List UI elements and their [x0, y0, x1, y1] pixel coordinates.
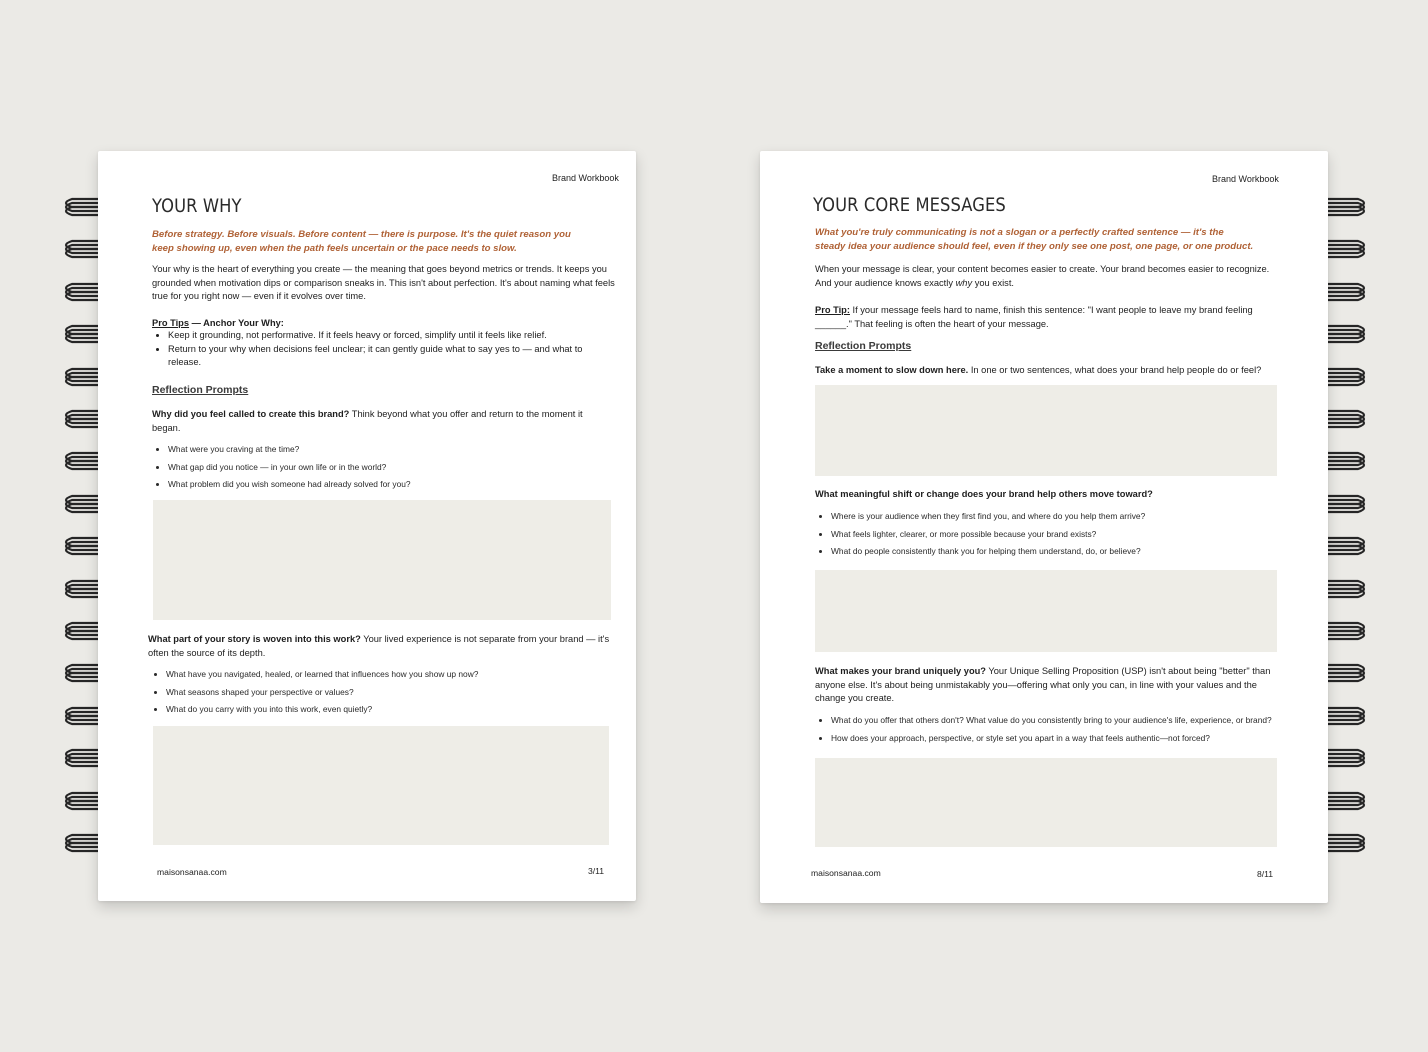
body-text: Your why is the heart of everything you create — the meaning that goes beyond metrics or trends. It keeps you grounded when motivation dips or comparison sneaks in. This isn't about perfection. It's about naming what feels true for you right now — even if it evolves over time. [152, 264, 615, 301]
list-item: • What problem did you wish someone had already solved for you? [168, 476, 628, 494]
answer-box-1[interactable] [815, 385, 1277, 476]
footer-page-number: 8/11 [1257, 869, 1274, 879]
body-text [815, 263, 1285, 290]
list-item: • What do you carry with you into this work, even quietly? [166, 701, 626, 719]
list-item: • What gap did you notice — in your own life or in the world? [168, 459, 628, 477]
header-brand: Brand Workbook [1212, 174, 1279, 184]
footer-site: maisonsanaa.com [811, 868, 881, 878]
list-item: • How does your approach, perspective, or style set you apart in a way that feels authentic—not forced? [831, 730, 1321, 748]
body-text-part-1: When your message is clear, your content becomes easier to create. Your brand becomes easier to recognize. And your audience knows exactly [815, 264, 1270, 288]
question-2 [148, 633, 613, 660]
section-heading: Reflection Prompts [815, 340, 912, 352]
list-item: • What do you offer that others don't? What value do you consistently bring to your audience's life, experience, or brand? [831, 712, 1321, 730]
question-3-bold: What makes your brand uniquely you? [815, 666, 986, 676]
pro-tip-text: If your message feels hard to name, finish this sentence: "I want people to leave my brand feeling ______." That feeling is often the heart of your message. [815, 305, 1253, 329]
question-3 [815, 665, 1277, 706]
footer-site: maisonsanaa.com [157, 867, 227, 877]
intro-text: Before strategy. Before visuals. Before content — there is purpose. It's the quiet reason you keep showing up, even when the path feels uncertain or the pace needs to slow. [152, 229, 571, 254]
list-item: • Keep it grounding, not performative. If it feels heavy or forced, simplify until it feels like relief. [168, 329, 598, 343]
answer-box-3[interactable] [815, 758, 1277, 847]
question-2-bold: What part of your story is woven into this work? [148, 634, 361, 644]
question-1-bold: Why did you feel called to create this brand? [152, 409, 350, 419]
question-3-list [815, 712, 1321, 747]
question-1-rest: Think beyond what you offer and return to the moment it began. [152, 409, 583, 433]
question-2-list [150, 666, 626, 719]
list-item: • Where is your audience when they first find you, and where do you help them arrive? [831, 508, 1301, 526]
body-text-emphasis: why [955, 277, 973, 288]
workbook-page-right [760, 151, 1328, 903]
question-1-rest: In one or two sentences, what does your brand help people do or feel? [968, 365, 1262, 375]
section-heading: Reflection Prompts [152, 384, 249, 396]
list-item: • What do people consistently thank you for helping them understand, do, or believe? [831, 543, 1301, 561]
question-1 [152, 408, 592, 435]
intro-text: What you're truly communicating is not a slogan or a perfectly crafted sentence — it's the steady idea your audience should feel, even if they only see one post, one page, or one product. [815, 227, 1254, 252]
pro-tips-list [152, 329, 598, 370]
question-1-list [152, 441, 628, 494]
body-text-part-2: you exist. [972, 277, 1014, 288]
question-1-bold: Take a moment to slow down here. [815, 365, 969, 375]
page-title: YOUR WHY [152, 195, 242, 217]
pro-tip-label: Pro Tip: [815, 305, 850, 315]
list-item: • What seasons shaped your perspective or values? [166, 684, 626, 702]
list-item: • What have you navigated, healed, or learned that influences how you show up now? [166, 666, 626, 684]
pro-tips-label: Pro Tips [152, 318, 190, 328]
pro-tip [815, 304, 1260, 331]
question-3-rest: Your Unique Selling Proposition (USP) isn't about being "better" than anyone else. It's about being unmistakably you—offering what only you can, in line with your values and the change you create. [815, 666, 1271, 703]
answer-box-1[interactable] [153, 500, 611, 620]
workbook-page-left [98, 151, 636, 901]
question-2-bold: What meaningful shift or change does your brand help others move toward? [815, 489, 1153, 499]
answer-box-2[interactable] [815, 570, 1277, 652]
list-item: • What were you craving at the time? [168, 441, 628, 459]
list-item: • What feels lighter, clearer, or more possible because your brand exists? [831, 526, 1301, 544]
question-1 [815, 364, 1285, 378]
question-2-list [815, 508, 1301, 561]
question-2-rest: Your lived experience is not separate from your brand — it's often the source of its depth. [148, 634, 610, 658]
answer-box-2[interactable] [153, 726, 609, 845]
header-brand: Brand Workbook [552, 173, 619, 183]
question-2 [815, 488, 1285, 502]
pro-tips-subtitle: — Anchor Your Why: [189, 318, 284, 328]
list-item: • Return to your why when decisions feel unclear; it can gently guide what to say yes to — and what to release. [168, 343, 598, 370]
page-title: YOUR CORE MESSAGES [813, 194, 1006, 216]
footer-page-number: 3/11 [588, 866, 605, 876]
